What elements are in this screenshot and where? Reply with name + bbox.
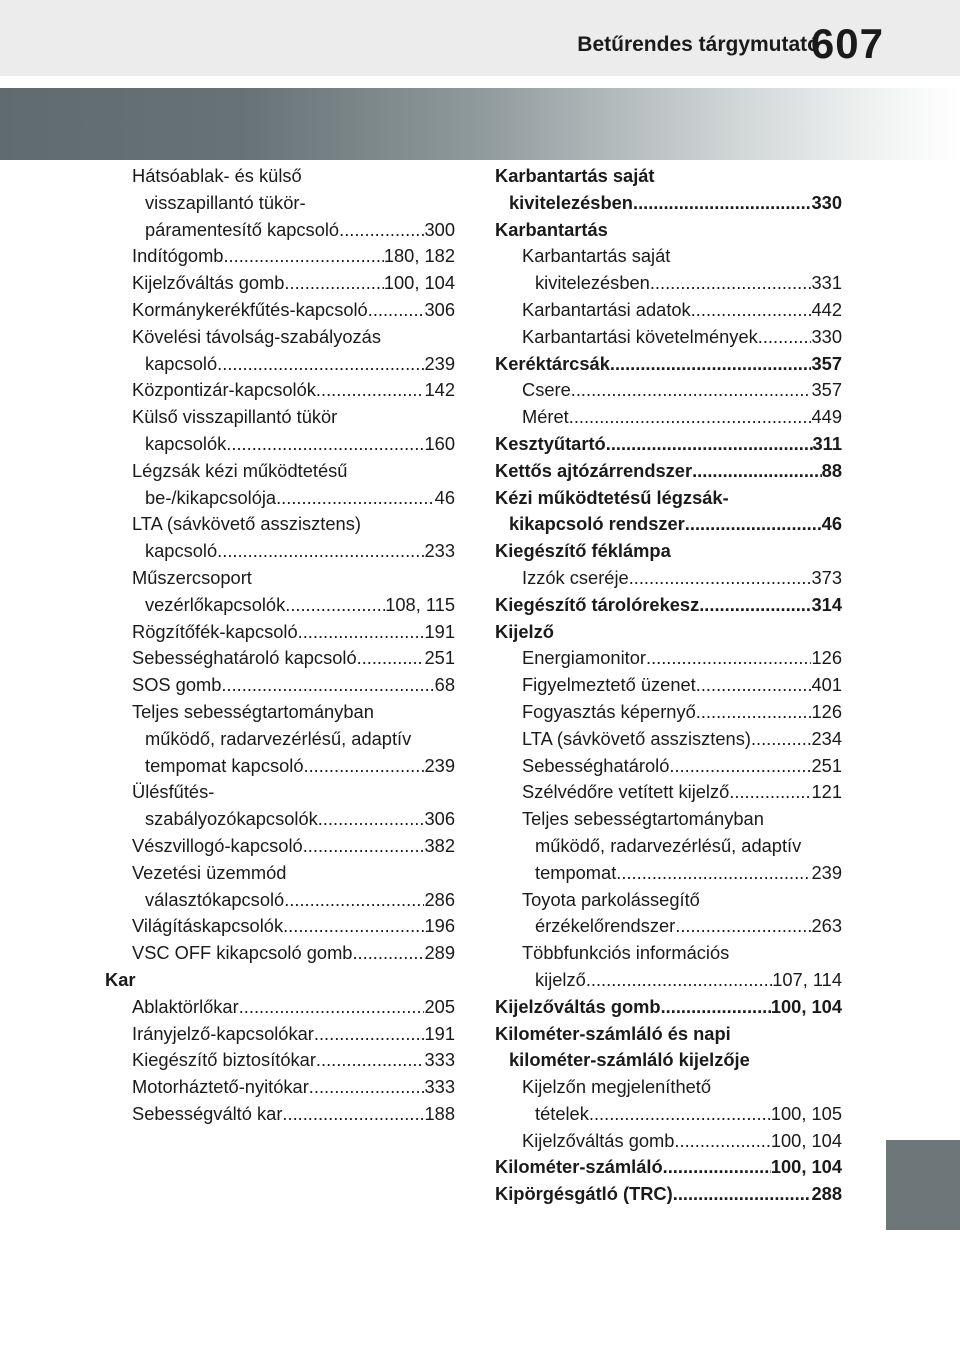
page-ref: 382 (424, 834, 455, 856)
page-ref: 286 (424, 888, 455, 910)
page-ref: 357 (811, 379, 842, 401)
page-ref: 251 (424, 647, 455, 669)
index-entry: Energiamonitor ..... 126 (495, 645, 842, 672)
page-ref: 160 (424, 432, 455, 454)
page-ref: 311 (812, 432, 842, 454)
page-ref: 401 (811, 674, 842, 696)
index-heading: Kar (105, 968, 136, 990)
index-entry: kikapcsoló rendszer ..... 46 (495, 511, 842, 538)
index-entry: Kipörgésgátló (TRC) ..... 288 (495, 1181, 842, 1208)
page-ref: 288 (811, 1183, 842, 1205)
index-entry: tempomat ..... 239 (495, 860, 842, 887)
index-entry: kapcsoló ..... 239 (105, 351, 455, 378)
index-entry: Karbantartási adatok ..... 442 (495, 297, 842, 324)
index-entry: Izzók cseréje ..... 373 (495, 565, 842, 592)
index-entry: kijelző ..... 107, 114 (495, 967, 842, 994)
index-entry: kapcsolók ..... 160 (105, 431, 455, 458)
index-entry: be-/kikapcsolója ..... 46 (105, 485, 455, 512)
page-ref: 442 (811, 298, 842, 320)
page-ref: 239 (811, 861, 842, 883)
index-entry: Kiegészítő tárolórekesz ..... 314 (495, 592, 842, 619)
index-line: Karbantartás saját (522, 245, 671, 267)
page-ref: 121 (811, 781, 842, 803)
page-ref: 449 (811, 406, 842, 428)
index-entry: Kijelzőváltás gomb ..... 100, 104 (495, 994, 842, 1021)
page-ref: 100, 104 (770, 995, 842, 1017)
index-heading: Kézi működtetésű légzsák- (495, 486, 729, 508)
index-entry: Vészvillogó-kapcsoló ..... 382 (105, 833, 455, 860)
index-line: Légzsák kézi működtetésű (132, 459, 348, 481)
index-entry: Kijelzőváltás gomb ..... 100, 104 (105, 270, 455, 297)
index-entry: Csere ..... 357 (495, 377, 842, 404)
page-ref: 191 (424, 620, 455, 642)
index-entry: kivitelezésben ..... 330 (495, 190, 842, 217)
page-ref: 314 (811, 593, 842, 615)
index-entry: Sebességváltó kar ..... 188 (105, 1101, 455, 1128)
index-entry: Sebességhatároló kapcsoló ..... 251 (105, 645, 455, 672)
index-entry: kivitelezésben ..... 331 (495, 270, 842, 297)
index-heading: kilométer-számláló kijelzője (509, 1049, 750, 1071)
page-header (0, 0, 960, 76)
index-line: Külső visszapillantó tükör (132, 406, 338, 428)
index-entry: érzékelőrendszer ..... 263 (495, 913, 842, 940)
page-ref: 251 (811, 754, 842, 776)
page-ref: 100, 104 (383, 272, 455, 294)
index-entry: Központizár-kapcsolók ..... 142 (105, 377, 455, 404)
page-ref: 107, 114 (772, 968, 842, 990)
index-heading: Karbantartás (495, 218, 608, 240)
page-ref: 100, 104 (770, 1156, 842, 1178)
index-entry: Fogyasztás képernyő ..... 126 (495, 699, 842, 726)
index-entry: Kijelzőváltás gomb ..... 100, 104 (495, 1128, 842, 1155)
index-line: Ülésfűtés- (132, 781, 215, 803)
index-line: LTA (sávkövető asszisztens) (132, 513, 361, 535)
page-ref: 333 (424, 1049, 455, 1071)
index-line: Műszercsoport (132, 566, 252, 588)
index-entry: kapcsoló ..... 233 (105, 538, 455, 565)
page-number: 607 (810, 20, 884, 67)
page-ref: 126 (811, 647, 842, 669)
index-entry: Kesztyűtartó ..... 311 (495, 431, 842, 458)
index-line: Kövelési távolság-szabályozás (132, 325, 381, 347)
index-entry: Rögzítőfék-kapcsoló ..... 191 (105, 619, 455, 646)
index-entry: Kiegészítő biztosítókar ..... 333 (105, 1047, 455, 1074)
index-line: működő, radarvezérlésű, adaptív (535, 834, 802, 856)
index-entry: Ablaktörlőkar ..... 205 (105, 994, 455, 1021)
index-entry: tételek ..... 100, 105 (495, 1101, 842, 1128)
index-line: Teljes sebességtartományban (132, 700, 374, 722)
page-ref: 100, 105 (770, 1102, 842, 1124)
index-entry: páramentesítő kapcsoló ..... 300 (105, 217, 455, 244)
page-ref: 191 (424, 1022, 455, 1044)
index-heading: Kijelző (495, 620, 554, 642)
index-entry: Karbantartási követelmények ..... 330 (495, 324, 842, 351)
page-ref: 234 (811, 727, 842, 749)
page-ref: 373 (811, 566, 842, 588)
index-entry: Keréktárcsák ..... 357 (495, 351, 842, 378)
index-line: működő, radarvezérlésű, adaptív (145, 727, 412, 749)
index-heading: Kilométer-számláló és napi (495, 1022, 731, 1044)
page-ref: 188 (424, 1102, 455, 1124)
page-ref: 88 (821, 459, 842, 481)
index-entry: SOS gomb ..... 68 (105, 672, 455, 699)
index-entry: Sebességhatároló ..... 251 (495, 753, 842, 780)
page-ref: 46 (821, 513, 842, 535)
page-ref: 331 (811, 272, 842, 294)
page-ref: 306 (424, 298, 455, 320)
index-entry: Szélvédőre vetített kijelző ..... 121 (495, 779, 842, 806)
index-entry: Motorháztető-nyitókar ..... 333 (105, 1074, 455, 1101)
page-ref: 196 (424, 915, 455, 937)
index-line: visszapillantó tükör- (145, 191, 306, 213)
header-banner (0, 88, 960, 160)
page-ref: 100, 104 (770, 1129, 842, 1151)
index-entry: Világításkapcsolók ..... 196 (105, 913, 455, 940)
section-title: Betűrendes tárgymutató (577, 33, 820, 56)
thumb-index-tab (886, 1140, 960, 1230)
index-heading: Karbantartás saját (495, 165, 655, 186)
page-ref: 330 (811, 191, 842, 213)
index-line: Többfunkciós információs (522, 942, 730, 964)
index-line: Kijelzőn megjeleníthető (522, 1076, 712, 1098)
index-line: Vezetési üzemmód (132, 861, 287, 883)
index-entry: választókapcsoló ..... 286 (105, 887, 455, 914)
page-ref: 306 (424, 808, 455, 830)
index-heading: Kiegészítő féklámpa (495, 540, 671, 562)
index-entry: Kormánykerékfűtés-kapcsoló ..... 306 (105, 297, 455, 324)
page-ref: 205 (424, 995, 455, 1017)
page-ref: 180, 182 (383, 245, 455, 267)
page-ref: 142 (424, 379, 455, 401)
page-ref: 233 (424, 540, 455, 562)
page-ref: 46 (434, 486, 455, 508)
index-entry: tempomat kapcsoló ..... 239 (105, 753, 455, 780)
index-entry: VSC OFF kikapcsoló gomb ..... 289 (105, 940, 455, 967)
index-entry: vezérlőkapcsolók ..... 108, 115 (105, 592, 455, 619)
index-line: Teljes sebességtartományban (522, 808, 764, 830)
page-ref: 357 (811, 352, 842, 374)
page-ref: 126 (811, 700, 842, 722)
index-line: Hátsóablak- és külső (132, 165, 302, 186)
page-ref: 300 (424, 218, 455, 240)
index-entry: Irányjelző-kapcsolókar ..... 191 (105, 1021, 455, 1048)
page-ref: 239 (424, 352, 455, 374)
page-ref: 333 (424, 1076, 455, 1098)
page-ref: 289 (424, 942, 455, 964)
page-ref: 68 (434, 674, 455, 696)
index-entry: Méret ..... 449 (495, 404, 842, 431)
page-ref: 239 (424, 754, 455, 776)
index-entry: Figyelmeztető üzenet ..... 401 (495, 672, 842, 699)
index-line: Toyota parkolássegítő (522, 888, 700, 910)
page-ref: 330 (811, 325, 842, 347)
page-ref: 263 (811, 915, 842, 937)
index-entry: Kettős ajtózárrendszer ..... 88 (495, 458, 842, 485)
page-ref: 108, 115 (385, 593, 455, 615)
index-column-left (105, 163, 455, 1128)
index-entry: Kilométer-számláló ..... 100, 104 (495, 1154, 842, 1181)
index-entry: Indítógomb ..... 180, 182 (105, 243, 455, 270)
index-entry: szabályozókapcsolók ..... 306 (105, 806, 455, 833)
index-column-right (495, 163, 842, 1208)
index-entry: LTA (sávkövető asszisztens) ..... 234 (495, 726, 842, 753)
